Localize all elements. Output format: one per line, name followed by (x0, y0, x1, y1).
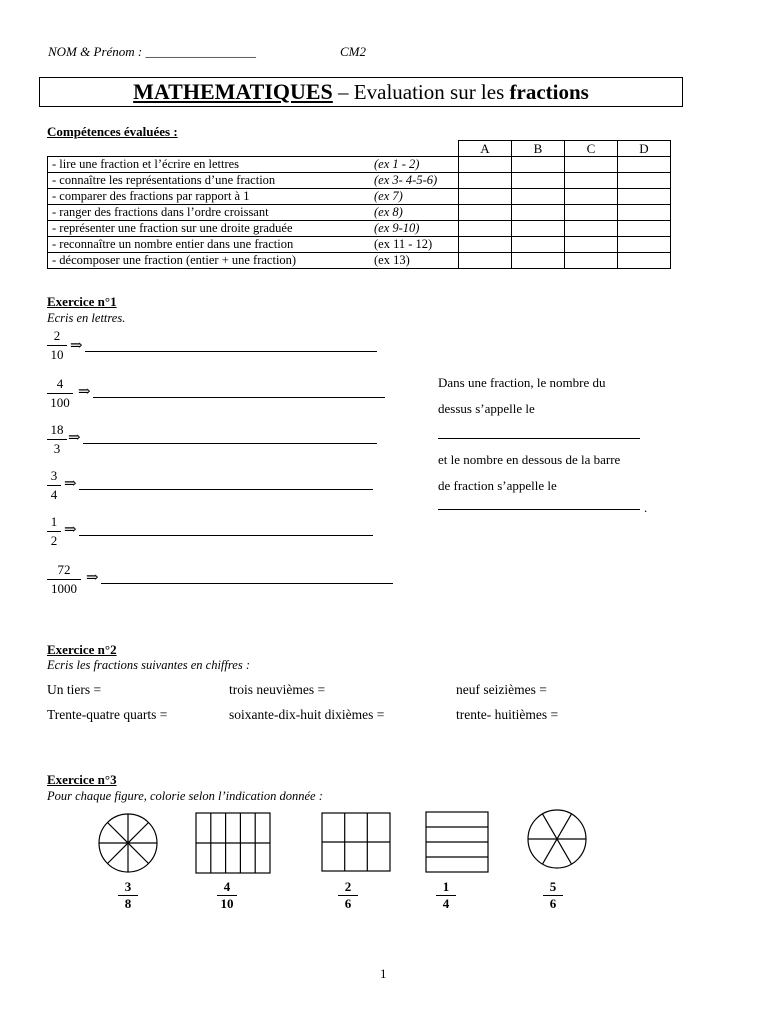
answer-line[interactable] (78, 382, 385, 401)
grade-cell[interactable] (565, 253, 618, 269)
circle-6-parts-figure[interactable] (528, 810, 586, 868)
ex2-item: trente- huitièmes = (456, 707, 559, 722)
skill-ref: (ex 7) (370, 189, 459, 205)
rectangle-4-parts-figure[interactable] (426, 812, 488, 872)
grade-cell[interactable] (618, 205, 671, 221)
skill-label: - reconnaître un nombre entier dans une fraction (48, 237, 371, 253)
fraction-bar (47, 393, 73, 394)
ex2-item: soixante-dix-huit dixièmes = (229, 707, 385, 722)
denominator-answer-line[interactable] (438, 509, 640, 510)
fraction (47, 562, 81, 597)
answer-line[interactable] (64, 474, 373, 493)
implies-arrow-icon: ⇒ (64, 476, 77, 492)
fraction-numerator: 5 (549, 879, 557, 894)
grade-cell[interactable] (459, 173, 512, 189)
write-line[interactable] (85, 350, 377, 352)
fraction-numerator: 1 (442, 879, 450, 894)
fraction-numerator: 2 (53, 328, 61, 343)
skill-label: - représenter une fraction sur une droite graduée (48, 221, 371, 237)
column-header-b: B (512, 141, 565, 157)
page-title (39, 77, 683, 107)
title-end: fractions (509, 80, 589, 104)
grade-cell[interactable] (512, 173, 565, 189)
fraction-denominator: 1000 (51, 581, 77, 596)
fraction-numerator: 3 (124, 879, 132, 894)
skill-ref: (ex 8) (370, 205, 459, 221)
grade-cell[interactable] (512, 157, 565, 173)
column-header-a: A (459, 141, 512, 157)
answer-line[interactable] (68, 428, 377, 447)
skill-ref: (ex 13) (370, 253, 459, 269)
answer-line[interactable] (70, 336, 377, 355)
implies-arrow-icon: ⇒ (78, 384, 91, 400)
grade-cell[interactable] (618, 189, 671, 205)
fraction-denominator: 8 (124, 896, 132, 911)
ex1-instruction: Ecris en lettres. (47, 311, 126, 325)
ex3-instruction: Pour chaque figure, colorie selon l’indication donnée : (47, 789, 323, 803)
definition-line: de fraction s’appelle le (438, 478, 557, 493)
skill-ref: (ex 3- 4-5-6) (370, 173, 459, 189)
grade-cell[interactable] (459, 157, 512, 173)
ex2-item: neuf seizièmes = (456, 682, 547, 697)
skill-row (48, 237, 671, 253)
denominator-answer-row (438, 499, 678, 519)
fraction-numerator: 2 (344, 879, 352, 894)
grade-cell[interactable] (512, 221, 565, 237)
skill-label: - décomposer une fraction (entier + une fraction) (48, 253, 371, 269)
write-line[interactable] (79, 534, 373, 536)
figure-fraction (336, 880, 360, 911)
grade-cell[interactable] (565, 173, 618, 189)
rectangle-10-parts-figure[interactable] (196, 813, 270, 873)
figure-fraction (434, 880, 458, 911)
fraction-denominator: 6 (344, 896, 352, 911)
answer-line[interactable] (86, 568, 393, 587)
skill-ref: (ex 11 - 12) (370, 237, 459, 253)
skill-label: - lire une fraction et l’écrire en lettres (48, 157, 371, 173)
end-dot: . (644, 500, 648, 515)
fraction-denominator: 6 (549, 896, 557, 911)
implies-arrow-icon: ⇒ (64, 522, 77, 538)
blank-header (48, 141, 459, 157)
definition-box (438, 370, 678, 519)
write-line[interactable] (101, 582, 393, 584)
skill-label: - comparer des fractions par rapport à 1 (48, 189, 371, 205)
skill-row (48, 189, 671, 205)
ex2-instruction: Ecris les fractions suivantes en chiffres : (47, 658, 250, 672)
grade-cell[interactable] (512, 253, 565, 269)
definition-line: dessus s’appelle le (438, 401, 535, 416)
fraction-bar (47, 345, 67, 346)
fraction-denominator: 100 (50, 395, 70, 410)
fraction (47, 514, 61, 549)
skills-heading: Compétences évaluées : (47, 124, 178, 139)
fraction (47, 468, 61, 503)
definition-line: Dans une fraction, le nombre du (438, 375, 606, 390)
rectangle-6-parts-figure[interactable] (322, 813, 390, 871)
ex2-item: Un tiers = (47, 682, 102, 697)
skill-row (48, 253, 671, 269)
fraction (47, 422, 67, 457)
skills-header-row (48, 141, 671, 157)
skill-row (48, 205, 671, 221)
grade-cell[interactable] (512, 237, 565, 253)
figure-fraction (541, 880, 565, 911)
grade-cell[interactable] (618, 253, 671, 269)
grade-cell[interactable] (618, 237, 671, 253)
write-line[interactable] (79, 488, 373, 490)
skill-row (48, 157, 671, 173)
fraction-denominator: 2 (50, 533, 58, 548)
grade-cell[interactable] (459, 189, 512, 205)
ex2-item: trois neuvièmes = (229, 682, 326, 697)
ex1-title: Exercice n°1 (47, 294, 117, 309)
fraction-denominator: 4 (50, 487, 58, 502)
implies-arrow-icon: ⇒ (70, 338, 83, 354)
column-header-c: C (565, 141, 618, 157)
fraction-numerator: 4 (56, 376, 64, 391)
student-name-field[interactable]: NOM & Prénom : _________________ (48, 44, 256, 59)
fraction-bar (47, 485, 61, 486)
numerator-answer-line[interactable] (438, 438, 640, 439)
fraction (47, 328, 67, 363)
write-line[interactable] (83, 442, 377, 444)
class-label: CM2 (340, 44, 366, 59)
grade-cell[interactable] (512, 189, 565, 205)
implies-arrow-icon: ⇒ (86, 570, 99, 586)
grade-cell[interactable] (618, 157, 671, 173)
fraction-bar (47, 439, 67, 440)
skill-ref: (ex 1 - 2) (370, 157, 459, 173)
grade-cell[interactable] (565, 189, 618, 205)
grade-cell[interactable] (459, 205, 512, 221)
column-header-d: D (618, 141, 671, 157)
skill-row (48, 173, 671, 189)
implies-arrow-icon: ⇒ (68, 430, 81, 446)
title-main: MATHEMATIQUES (133, 79, 333, 104)
grade-cell[interactable] (618, 221, 671, 237)
grade-cell[interactable] (459, 237, 512, 253)
grade-cell[interactable] (565, 205, 618, 221)
grade-cell[interactable] (565, 157, 618, 173)
ex2-item: Trente-quatre quarts = (47, 707, 168, 722)
grade-cell[interactable] (565, 237, 618, 253)
fraction-denominator: 10 (220, 896, 234, 911)
fraction-bar (47, 531, 61, 532)
skills-table (47, 140, 671, 269)
fraction-denominator: 4 (442, 896, 450, 911)
fraction-denominator: 3 (53, 441, 61, 456)
ex3-title: Exercice n°3 (47, 772, 117, 787)
title-dash: – Evaluation sur les (332, 80, 510, 104)
fraction-denominator: 10 (50, 347, 64, 362)
fraction-numerator: 72 (57, 562, 71, 577)
ex3-figures (0, 800, 768, 890)
grade-cell[interactable] (565, 221, 618, 237)
ex2-title: Exercice n°2 (47, 642, 117, 657)
skill-label: - connaître les représentations d’une fraction (48, 173, 371, 189)
figure-fraction (215, 880, 239, 911)
grade-cell[interactable] (459, 221, 512, 237)
skill-ref: (ex 9-10) (370, 221, 459, 237)
write-line[interactable] (93, 396, 385, 398)
page-number: 1 (380, 966, 387, 981)
circle-8-parts-figure[interactable] (99, 814, 157, 872)
fraction-numerator: 4 (223, 879, 231, 894)
skill-label: - ranger des fractions dans l’ordre croissant (48, 205, 371, 221)
definition-line: et le nombre en dessous de la barre (438, 452, 621, 467)
fraction-numerator: 18 (50, 422, 64, 437)
skill-row (48, 221, 671, 237)
grade-cell[interactable] (512, 205, 565, 221)
fraction-bar (47, 579, 81, 580)
fraction-numerator: 3 (50, 468, 58, 483)
fraction (47, 376, 73, 411)
grade-cell[interactable] (459, 253, 512, 269)
answer-line[interactable] (64, 520, 373, 539)
figure-fraction (116, 880, 140, 911)
grade-cell[interactable] (618, 173, 671, 189)
fraction-numerator: 1 (50, 514, 58, 529)
